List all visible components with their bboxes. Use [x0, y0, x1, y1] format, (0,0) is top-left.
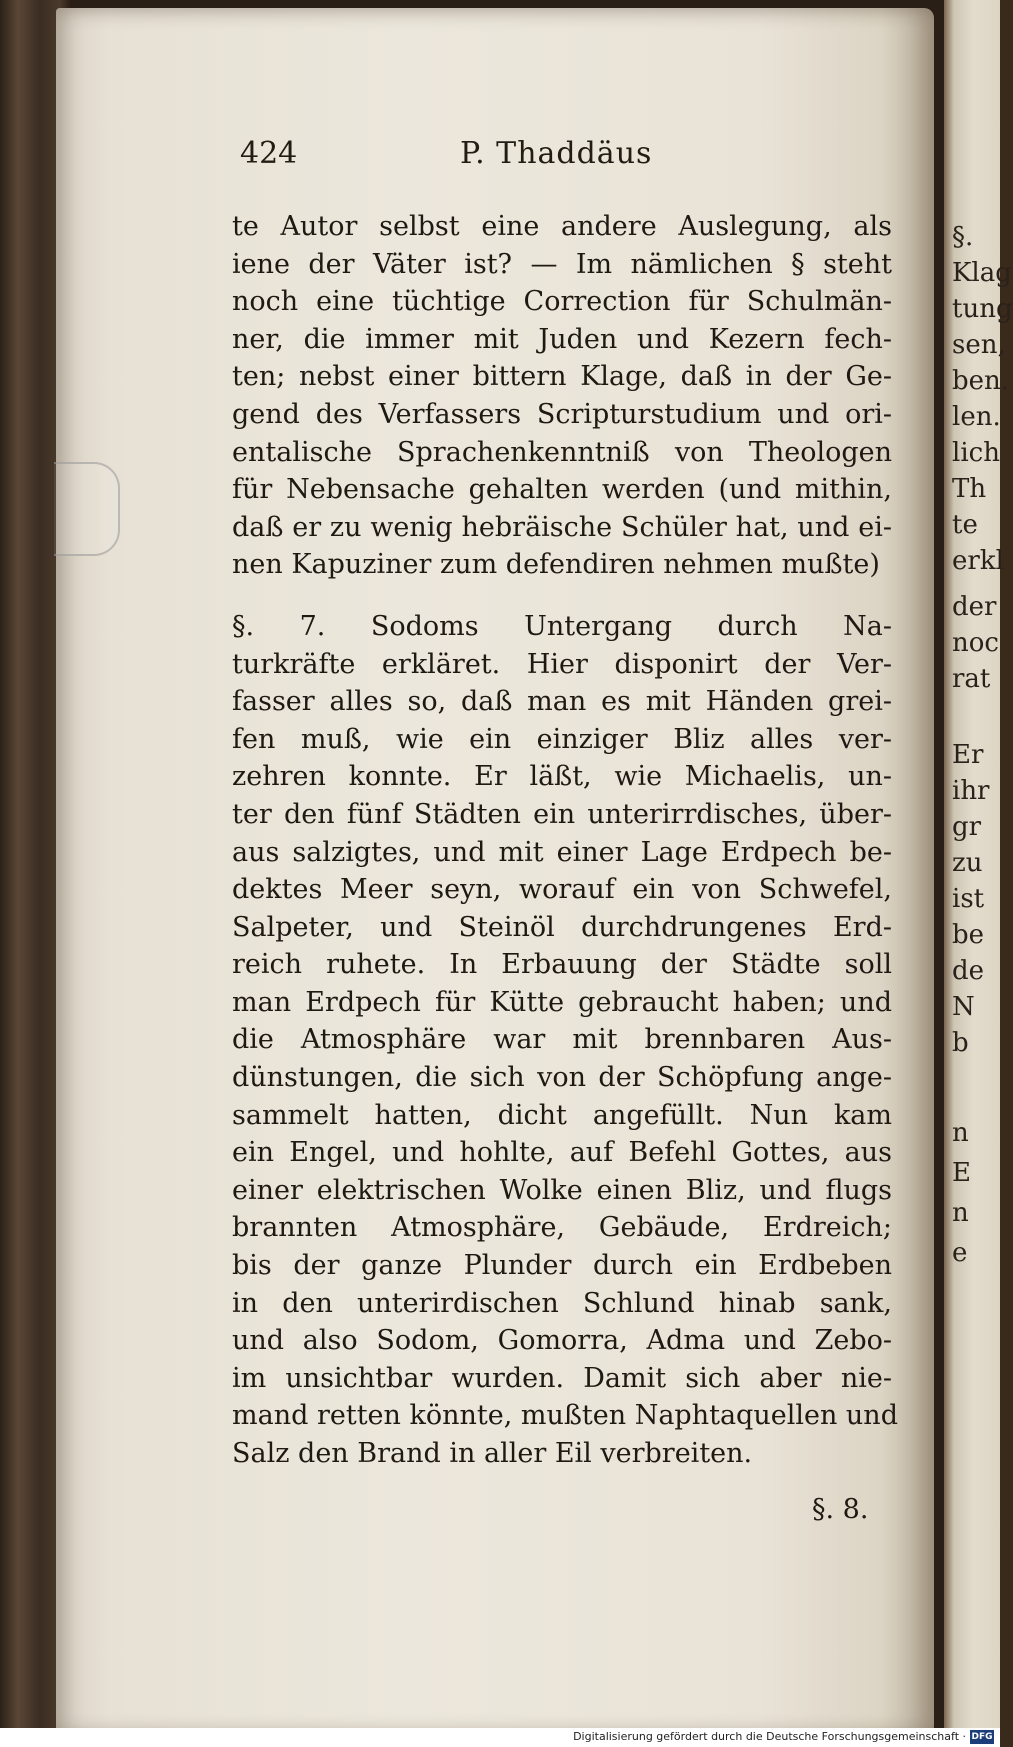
- right-page-fragment: sen,: [952, 330, 1006, 360]
- text-line: aus salzigtes, und mit einer Lage Erdpech be-: [232, 836, 892, 868]
- dfg-logo-icon: DFG: [971, 1732, 993, 1742]
- right-page-fragment: de: [952, 956, 985, 986]
- right-page-fragment: ist: [952, 884, 985, 914]
- text-line: sammelt hatten, dicht angefüllt. Nun kam: [232, 1099, 892, 1131]
- right-page-fragment: N: [952, 992, 975, 1022]
- section-heading-line: §. 7. Sodoms Untergang durch Na-: [232, 610, 892, 642]
- text-line: brannten Atmosphäre, Gebäude, Erdreich;: [232, 1212, 892, 1244]
- right-page-edge: [944, 0, 1013, 1747]
- catchword: §. 8.: [812, 1494, 869, 1525]
- text-line: man Erdpech für Kütte gebraucht haben; und: [232, 986, 892, 1018]
- right-page-fragment: erkl: [952, 546, 1004, 576]
- page-number: 424: [240, 136, 298, 171]
- text-line: reich ruhete. In Erbauung der Städte soll: [232, 949, 892, 981]
- text-line: zehren konnte. Er läßt, wie Michaelis, un-: [232, 761, 892, 793]
- right-page-fragment: Th: [952, 474, 987, 504]
- text-line: noch eine tüchtige Correction für Schulmän-: [232, 286, 892, 318]
- text-line: die Atmosphäre war mit brennbaren Aus-: [232, 1024, 892, 1056]
- text-line: ein Engel, und hohlte, auf Befehl Gottes, aus: [232, 1137, 892, 1169]
- right-page-fragment: rat: [952, 664, 991, 694]
- running-title: P. Thaddäus: [460, 136, 653, 171]
- right-page-fragment: len.: [952, 402, 1001, 432]
- text-line: iene der Väter ist? — Im nämlichen § steht: [232, 248, 892, 280]
- text-line: entalische Sprachenkenntniß von Theologen: [232, 436, 892, 468]
- right-page-fragment: e: [952, 1238, 968, 1268]
- text-line: turkräfte erkläret. Hier disponirt der Ver-: [232, 648, 892, 680]
- right-page-fragment: n: [952, 1118, 969, 1148]
- text-line: gend des Verfassers Scripturstudium und ori-: [232, 398, 892, 430]
- right-page-fragment: gr: [952, 812, 982, 842]
- right-page-fragment: lich: [952, 438, 1000, 468]
- right-page-fragment: n: [952, 1198, 969, 1228]
- right-page-fragment: tung: [952, 294, 1013, 324]
- text-line: mand retten könnte, mußten Naphtaquellen und: [232, 1400, 898, 1432]
- text-line: daß er zu wenig hebräische Schüler hat, und ei-: [232, 511, 892, 543]
- right-page-fragment: b: [952, 1028, 969, 1058]
- right-page-fragment: Klag: [952, 258, 1012, 288]
- right-page-fragment: der: [952, 592, 997, 622]
- right-page-fragment: ihr: [952, 776, 990, 806]
- text-line: ter den fünf Städten ein unterirrdisches, über-: [232, 798, 892, 830]
- text-line: Salz den Brand in aller Eil verbreiten.: [232, 1438, 753, 1469]
- text-line: in den unterirdischen Schlund hinab sank,: [232, 1287, 892, 1319]
- text-line: Salpeter, und Steinöl durchdrungenes Erd-: [232, 911, 892, 943]
- digitization-footer: [0, 1728, 1000, 1747]
- dfg-credit-text: Digitalisierung gefördert durch die Deutsche Forschungsgemeinschaft ·: [573, 1730, 966, 1743]
- text-line: im unsichtbar wurden. Damit sich aber nie-: [232, 1362, 892, 1394]
- right-page-fragment: Er: [952, 740, 984, 770]
- text-line: bis der ganze Plunder durch ein Erdbeben: [232, 1250, 892, 1282]
- right-page-fragment: E: [952, 1158, 971, 1188]
- text-line: für Nebensache gehalten werden (und mithin,: [232, 474, 892, 506]
- right-page-fragment: te: [952, 510, 978, 540]
- text-line: dünstungen, die sich von der Schöpfung ange-: [232, 1062, 892, 1094]
- right-page-fragment: be: [952, 920, 985, 950]
- text-line: fasser alles so, daß man es mit Händen grei-: [232, 686, 892, 718]
- right-page-fragment: §.: [952, 222, 974, 252]
- right-page-fragment: noc: [952, 628, 999, 658]
- text-line: te Autor selbst eine andere Auslegung, als: [232, 211, 892, 242]
- text-line: ner, die immer mit Juden und Kezern fech-: [232, 323, 892, 355]
- page-clip: [54, 462, 120, 556]
- text-line: einer elektrischen Wolke einen Bliz, und flugs: [232, 1174, 892, 1206]
- text-line: fen muß, wie ein einziger Bliz alles ver-: [232, 723, 892, 755]
- text-line: dektes Meer seyn, worauf ein von Schwefel,: [232, 874, 892, 906]
- page-header: [240, 136, 680, 176]
- text-line: nen Kapuziner zum defendiren nehmen mußte): [232, 549, 880, 581]
- right-page-fragment: zu: [952, 848, 983, 878]
- body-text: [232, 208, 898, 1473]
- text-line: und also Sodom, Gomorra, Adma und Zebo-: [232, 1325, 892, 1357]
- right-page-fragment: ben.: [952, 366, 1010, 396]
- text-line: ten; nebst einer bittern Klage, daß in der Ge-: [232, 361, 892, 393]
